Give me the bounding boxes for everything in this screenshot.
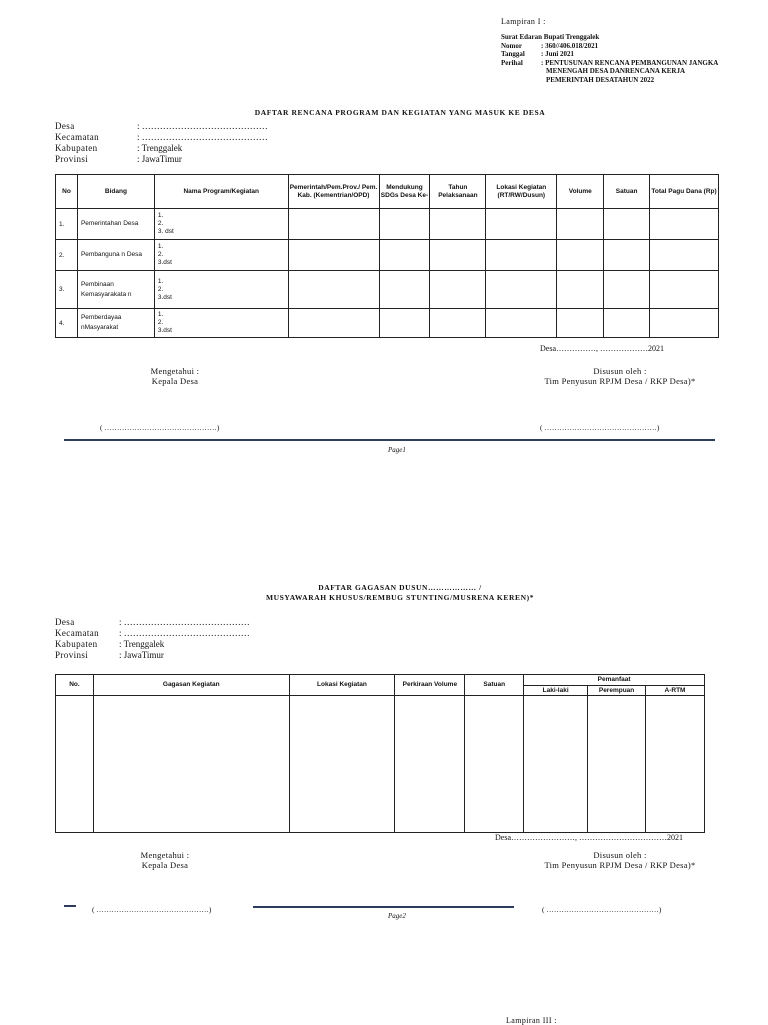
lampiran-label: Lampiran I : <box>501 17 546 26</box>
ident-kabupaten-label: Kabupaten <box>55 639 98 649</box>
table-row <box>56 240 719 271</box>
page2-rule-stub <box>64 905 76 907</box>
disusun-oleh-label: Disusun oleh : <box>593 850 647 860</box>
page2-title-2: MUSYAWARAH KHUSUS/REMBUG STUNTING/MUSRENA KEREN)* <box>265 593 535 602</box>
meta-tanggal-label: Tanggal <box>501 50 525 58</box>
col-lokasi: Lokasi Kegiatan <box>289 675 395 696</box>
ident-desa-value: : …………………………………… <box>119 617 250 627</box>
table-row <box>56 271 719 309</box>
col-satuan: Satuan <box>604 175 650 209</box>
col-lokasi: Lokasi Kegiatan (RT/RW/Dusun) <box>486 175 557 209</box>
page1-sig-right <box>510 366 730 386</box>
row-bidang: Pemberdayaa nMasyarakat <box>77 309 154 338</box>
page2-title-1: DAFTAR GAGASAN DUSUN……………… / <box>318 583 482 592</box>
gagasan-table <box>55 674 705 833</box>
ident-desa-label: Desa <box>55 617 75 627</box>
col-sdgs: Mendukung SDGs Desa Ke- <box>379 175 430 209</box>
row-program-list: 1. 2. 3.dst <box>154 271 288 309</box>
mengetahui-label: Mengetahui : <box>140 850 190 860</box>
kepala-desa-label: Kepala Desa <box>141 860 189 870</box>
disusun-oleh-label: Disusun oleh : <box>593 366 647 376</box>
page2-footer-rule <box>253 906 514 908</box>
ident-provinsi-label: Provinsi <box>55 154 89 164</box>
col-nama-program: Nama Program/Kegiatan <box>154 175 288 209</box>
col-satuan: Satuan <box>465 675 524 696</box>
ident-kecamatan-label: Kecamatan <box>55 132 100 142</box>
kepala-desa-label: Kepala Desa <box>151 376 199 386</box>
tim-penyusun-label: Tim Penyusun RPJM Desa / RKP Desa)* <box>544 376 696 386</box>
meta-perihal-value: : PENTUSUNAN RENCANA PEMBANGUNAN JANGKA <box>541 58 719 67</box>
next-lampiran-label: Lampiran III : <box>506 1016 557 1025</box>
col-perempuan: Perempuan <box>588 686 646 696</box>
ident-kabupaten-label: Kabupaten <box>55 143 98 153</box>
tim-penyusun-label: Tim Penyusun RPJM Desa / RKP Desa)* <box>544 860 696 870</box>
ident-kabupaten-value: : Trenggalek <box>119 639 165 649</box>
mengetahui-label: Mengetahui : <box>150 366 200 376</box>
page2-number: Page2 <box>388 912 406 920</box>
row-bidang: Pemerintahan Desa <box>77 209 154 240</box>
table-row <box>56 696 705 833</box>
table-row <box>56 309 719 338</box>
page1-identity <box>55 121 268 165</box>
page2-date-line: Desa……………………, ……………………………2021 <box>495 833 683 842</box>
gagasan-table-header <box>56 675 705 686</box>
program-table-header <box>56 175 719 209</box>
row-no: 3. <box>56 271 78 309</box>
col-laki-laki: Laki-laki <box>524 686 588 696</box>
page1-sig-left <box>120 366 230 386</box>
ident-kecamatan-value: : …………………………………… <box>119 628 250 638</box>
col-tahun: Tahun Pelaksanaan <box>430 175 486 209</box>
page2-sig-right <box>510 850 730 870</box>
col-perkiraan-volume: Perkiraan Volume <box>395 675 465 696</box>
row-bidang: Pembinaan Kemasyarakata n <box>77 271 154 309</box>
page1-name-left: ( ………………………………………) <box>100 423 220 432</box>
ident-provinsi-value: : JawaTimur <box>137 154 182 164</box>
row-program-list: 1. 2. 3.dst <box>154 309 288 338</box>
page1-name-right: ( ………………………………………) <box>540 423 660 432</box>
meta-surat: Surat Edaran Bupati Trenggalek <box>501 33 600 41</box>
page1-footer-rule <box>64 439 715 441</box>
ident-kabupaten-value: : Trenggalek <box>137 143 183 153</box>
ident-kecamatan-value: : …………………………………… <box>137 132 268 142</box>
page1-date-line: Desa……………, ………………2021 <box>540 344 664 353</box>
table-row <box>56 209 719 240</box>
ident-kecamatan-label: Kecamatan <box>55 628 100 638</box>
ident-provinsi-label: Provinsi <box>55 650 89 660</box>
meta-perihal-cont2: PEMERINTAH DESATAHUN 2022 <box>546 75 655 84</box>
row-bidang: Pembanguna n Desa <box>77 240 154 271</box>
meta-nomor-label: Nomor <box>501 41 522 50</box>
ident-desa-label: Desa <box>55 121 75 131</box>
col-pemerintah: Pemerintah/Pem.Prov./ Pem. Kab. (Kementrian/OPD) <box>288 175 379 209</box>
page1-title: DAFTAR RENCANA PROGRAM DAN KEGIATAN YANG MASUK KE DESA <box>254 108 546 117</box>
meta-perihal-cont1: MENENGAH DESA DANRENCANA KERJA <box>546 67 686 75</box>
meta-perihal-label: Perihal <box>501 58 523 67</box>
col-no: No. <box>56 675 94 696</box>
page2-name-left: ( ………………………………………) <box>92 905 212 914</box>
col-volume: Volume <box>557 175 604 209</box>
program-table <box>55 174 719 338</box>
col-pemanfaat: Pemanfaat <box>524 675 705 686</box>
ident-provinsi-value: : JawaTimur <box>119 650 164 660</box>
row-no: 2. <box>56 240 78 271</box>
row-no: 4. <box>56 309 78 338</box>
col-bidang: Bidang <box>77 175 154 209</box>
row-program-list: 1. 2. 3.dst <box>154 240 288 271</box>
meta-tanggal-value: : Juni 2021 <box>541 50 575 58</box>
meta-nomor-value: : 360//406.018/2021 <box>541 41 599 50</box>
ident-desa-value: : …………………………………… <box>137 121 268 131</box>
page1-number: Page1 <box>388 446 406 454</box>
row-no: 1. <box>56 209 78 240</box>
col-a-rtm: A-RTM <box>646 686 705 696</box>
page2-sig-left <box>110 850 220 870</box>
col-gagasan: Gagasan Kegiatan <box>93 675 289 696</box>
page2-name-right: ( ………………………………………) <box>542 905 662 914</box>
page2-identity <box>55 617 250 661</box>
header-meta <box>501 33 761 84</box>
col-no: No <box>56 175 78 209</box>
col-total-pagu: Total Pagu Dana (Rp) <box>650 175 719 209</box>
row-program-list: 1. 2. 3. dst <box>154 209 288 240</box>
